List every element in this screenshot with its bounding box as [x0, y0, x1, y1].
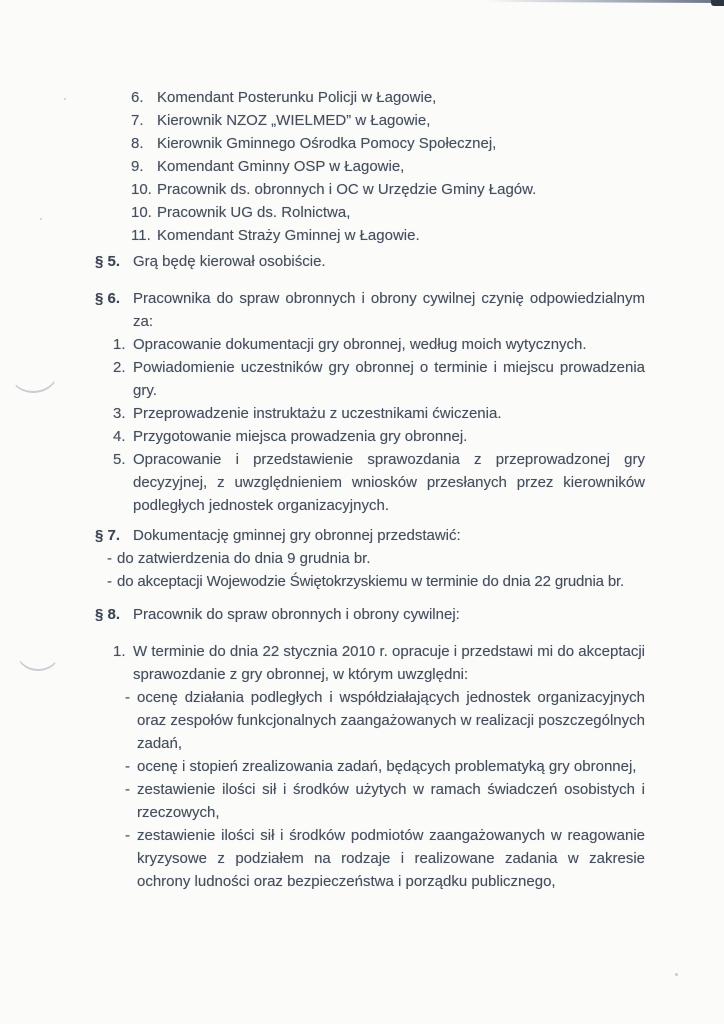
scan-artifact-speck — [64, 98, 66, 100]
list-item — [131, 178, 645, 201]
scan-artifact-speck — [40, 218, 42, 220]
section-par-5 — [95, 250, 645, 273]
list-item-text: Powiadomienie uczestników gry obronnej o terminie i miejscu prowadzenia gry. — [133, 359, 645, 399]
paragraph-marker: § 7. — [95, 527, 121, 544]
recipient-list — [131, 86, 645, 247]
paragraph-text: Pracownika do spraw obronnych i obrony cywilnej czynię odpowiedzialnym za: — [133, 290, 645, 330]
list-item — [113, 333, 645, 356]
list-item-number: 3. — [113, 405, 126, 422]
list-item-text: Komendant Straży Gminnej w Łagowie. — [157, 227, 420, 244]
list-item-text: do zatwierdzenia do dnia 9 grudnia br. — [117, 550, 371, 567]
list-item — [113, 425, 645, 448]
list-item — [131, 86, 645, 109]
list-item-text: Opracowanie dokumentacji gry obronnej, według moich wytycznych. — [133, 336, 587, 353]
scan-artifact-hole-shadow-bottom — [15, 631, 60, 672]
paragraph-marker: § 6. — [95, 290, 121, 307]
list-item-text: Przeprowadzenie instruktażu z uczestnikami ćwiczenia. — [133, 405, 502, 422]
list-item-text: do akceptacji Wojewodzie Świętokrzyskiemu w terminie do dnia 22 grudnia br. — [117, 573, 625, 590]
list-item-number: 2. — [113, 359, 126, 376]
paragraph-text: Pracownik do spraw obronnych i obrony cywilnej: — [133, 606, 460, 623]
list-item — [131, 155, 645, 178]
par-8-report-contents-list — [125, 686, 645, 893]
list-item — [125, 686, 645, 755]
paragraph-marker: § 8. — [95, 606, 121, 623]
list-item-number: 8. — [131, 135, 144, 152]
dash-bullet: - — [107, 573, 112, 590]
list-item-number: 11. — [131, 227, 151, 244]
document-content — [95, 86, 645, 893]
list-item — [131, 201, 645, 224]
list-item — [113, 402, 645, 425]
par-6-task-list — [113, 333, 645, 517]
par-8-item-1 — [113, 640, 645, 686]
list-item — [113, 356, 645, 402]
list-item-text: Pracownik UG ds. Rolnictwa, — [157, 204, 351, 221]
list-item — [125, 755, 645, 778]
list-item-text: Opracowanie i przedstawienie sprawozdania z przeprowadzonej gry decyzyjnej, z uwzględnieniem wniosków przesłanych przez kierowników podległych jednostek organizacyjnych. — [133, 451, 645, 514]
list-item — [107, 570, 645, 593]
paragraph-text: Grą będę kierował osobiście. — [133, 253, 326, 270]
scan-artifact-top-edge — [486, 0, 724, 3]
list-item-text: zestawienie ilości sił i środków użytych w ramach świadczeń osobistych i rzeczowych, — [137, 781, 645, 821]
list-item — [131, 224, 645, 247]
list-item-text: Komendant Gminny OSP w Łagowie, — [157, 158, 405, 175]
list-item-text: ocenę działania podległych i współdziałających jednostek organizacyjnych oraz zespołów funkcjonalnych zaangażowanych w realizacji poszczególnych zadań, — [137, 689, 645, 752]
list-item — [131, 109, 645, 132]
list-item-text: Komendant Posterunku Policji w Łagowie, — [157, 89, 437, 106]
list-item-text: zestawienie ilości sił i środków podmiotów zaangażowanych w reagowanie kryzysowe z podziałem na rodzaje i realizowane zadania w zakresie ochrony ludności oraz bezpieczeństwa i porządku publicznego, — [137, 827, 645, 890]
scan-artifact-corner-mark — [711, 0, 724, 6]
list-item — [113, 448, 645, 517]
scan-artifact-speck — [675, 973, 678, 976]
list-item-number: 7. — [131, 112, 144, 129]
list-item — [131, 132, 645, 155]
par-7-deadline-list — [107, 547, 645, 593]
list-item-number: 10. — [131, 181, 152, 198]
list-item-text: Kierownik NZOZ „WIELMED” w Łagowie, — [157, 112, 431, 129]
section-par-7 — [95, 524, 645, 593]
list-item-number: 5. — [113, 451, 126, 468]
paragraph-marker: § 5. — [95, 253, 121, 270]
list-item-text: Pracownik ds. obronnych i OC w Urzędzie Gminy Łagów. — [157, 181, 537, 198]
list-item — [125, 824, 645, 893]
list-item-number: 6. — [131, 89, 144, 106]
list-item-text: ocenę i stopień zrealizowania zadań, będących problematyką gry obronnej, — [137, 758, 637, 775]
list-item-number: 10. — [131, 204, 152, 221]
dash-bullet: - — [107, 550, 112, 567]
dash-bullet: - — [125, 827, 130, 844]
list-item-number: 4. — [113, 428, 126, 445]
section-par-8 — [95, 603, 645, 893]
list-item-text: Kierownik Gminnego Ośrodka Pomocy Społecznej, — [157, 135, 497, 152]
dash-bullet: - — [125, 781, 130, 798]
list-item — [125, 778, 645, 824]
list-item-number: 9. — [131, 158, 144, 175]
paragraph-text: Dokumentację gminnej gry obronnej przedstawić: — [133, 527, 461, 544]
dash-bullet: - — [125, 758, 130, 775]
list-item-number: 1. — [113, 336, 126, 353]
scan-artifact-hole-shadow-top — [8, 350, 59, 395]
section-par-6 — [95, 287, 645, 517]
dash-bullet: - — [125, 689, 130, 706]
list-item-number: 1. — [113, 643, 126, 660]
list-item-text: W terminie do dnia 22 stycznia 2010 r. opracuje i przedstawi mi do akceptacji sprawozdanie z gry obronnej, w którym uwzględni: — [133, 643, 645, 683]
list-item-text: Przygotowanie miejsca prowadzenia gry obronnej. — [133, 428, 468, 445]
list-item — [107, 547, 645, 570]
